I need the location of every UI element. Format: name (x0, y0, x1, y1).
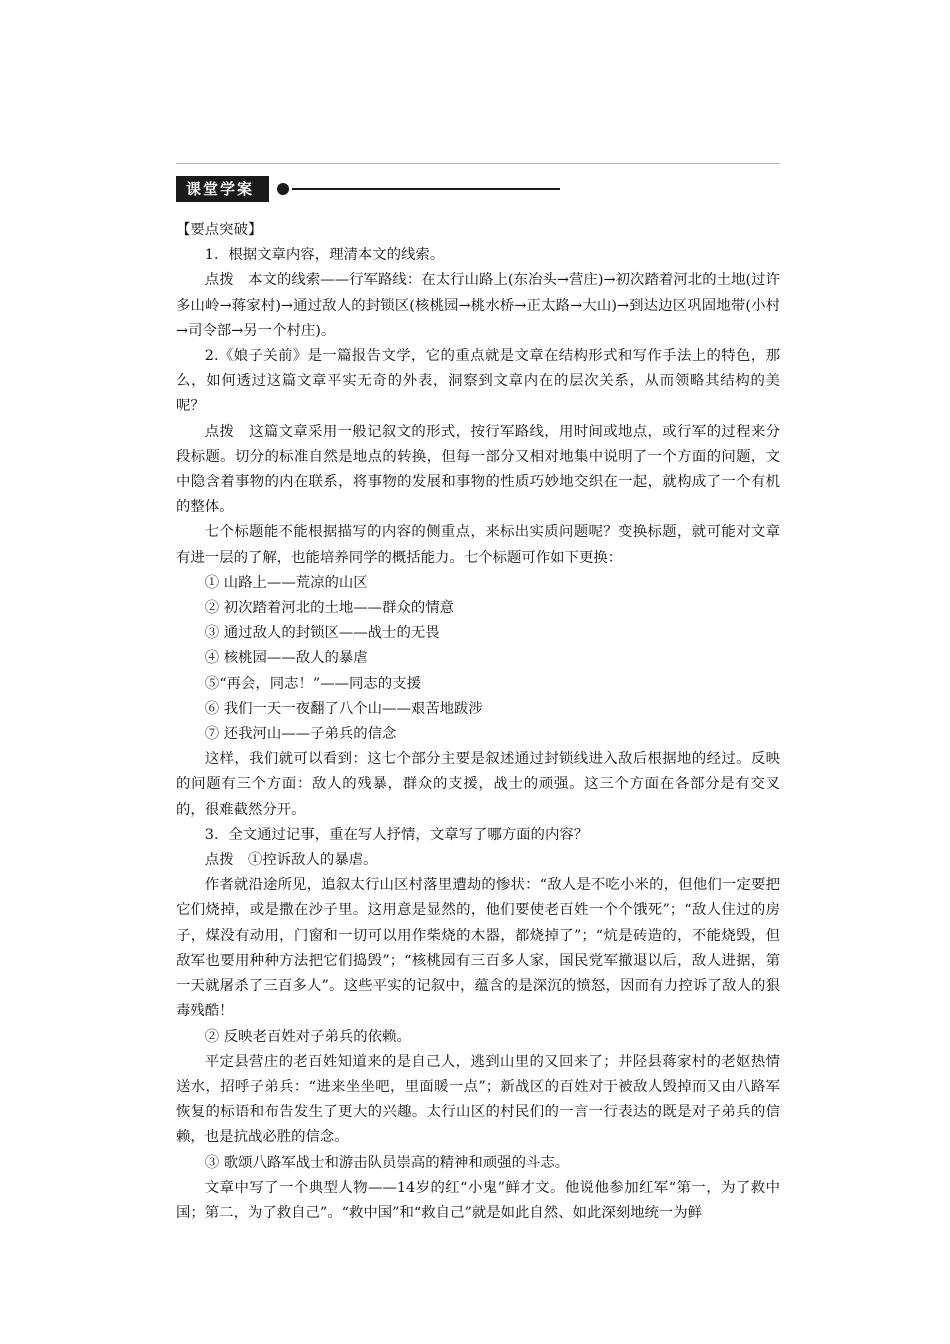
paragraph: 作者就沿途所见，追叙太行山区村落里遭劫的惨状：“敌人是不吃小米的，但他们一定要把它们烧掉，或是撒在沙子里。这用意是显然的，他们要使老百姓一个个饿死”；“敌人住过的房子，煤没有动用，门窗和一切可以用作柴烧的木器，都烧掉了”；“炕是砖造的，不能烧毁，但敌军也要用种种方法把它们捣毁”；“核桃园有三百多人家，国民党军撤退以后，敌人进据，第一天就屠杀了三百多人”。这些平实的记叙中，蕴含的是深沉的愤怒，因而有力控诉了敌人的狠毒残酷！ (176, 877, 780, 1020)
paragraph: 这样，我们就可以看到：这七个部分主要是叙述通过封锁线进入敌后根据地的经过。反映的问题有三个方面：敌人的残暴，群众的支援，战士的顽强。这三个方面在各部分是有交叉的，很难截然分开。 (176, 751, 780, 818)
document-body (176, 218, 780, 1226)
answer-3: 点拨 ①控诉敌人的暴虐。 (204, 852, 378, 869)
list-item: ⑦ 还我河山——子弟兵的信念 (204, 726, 397, 743)
list-item: ⑥ 我们一天一夜翻了八个山——艰苦地跋涉 (204, 700, 483, 717)
paragraph: 平定县营庄的老百姓知道来的是自己人，逃到山里的又回来了；井陉县蒋家村的老妪热情送水，招呼子弟兵：“进来坐坐吧，里面暖一点”；新战区的百姓对于被敌人毁掉而又由八路军恢复的标语和布告发生了更大的兴趣。太行山区的村民们的一言一行表达的既是对子弟兵的信赖，也是抗战必胜的信念。 (176, 1053, 780, 1146)
section-title: 【要点突破】 (176, 222, 263, 238)
paragraph: 文章中写了一个典型人物——14岁的红“小鬼”鲜才文。他说他参加红军“第一，为了救中国；第二，为了救自己”。“救中国”和“救自己”就是如此自然、如此深刻地统一为鲜 (176, 1179, 780, 1221)
top-rule (176, 163, 780, 164)
bullet-dot-icon (277, 183, 289, 195)
answer-2: 点拨 这篇文章采用一般记叙文的形式，按行军路线，用时间或地点，或行军的过程来分段标题。切分的标准自然是地点的转换，但每一部分又相对地集中说明了一个方面的问题，文中隐含着事物的内在联系，将事物的发展和事物的性质巧妙地交织在一起，就构成了一个有机的整体。 (176, 423, 780, 516)
subpoint: ② 反映老百姓对子弟兵的依赖。 (204, 1028, 411, 1045)
section-header (176, 176, 560, 202)
list-item: ④ 核桃园——敌人的暴虐 (204, 650, 368, 667)
question-2: 2.《娘子关前》是一篇报告文学，它的重点就是文章在结构形式和写作手法上的特色，那么，如何透过这篇文章平实无奇的外表，洞察到文章内在的层次关系，从而领略其结构的美呢？ (176, 348, 780, 415)
question-3: 3．全文通过记事，重在写人抒情，文章写了哪方面的内容？ (204, 826, 589, 843)
list-item: ② 初次踏着河北的土地——群众的情意 (204, 600, 455, 617)
answer-1: 点拨 本文的线索——行军路线：在太行山路上(东冶头→营庄)→初次踏着河北的土地(过许多山岭→蒋家村)→通过敌人的封锁区(核桃园→桃水桥→正太路→大山)→到达边区巩固地带(小村→司令部→另一个村庄)。 (176, 272, 780, 339)
section-badge: 课堂学案 (176, 176, 269, 202)
list-item: ⑤“再会，同志！”——同志的支援 (204, 675, 421, 692)
question-1: 1．根据文章内容，理清本文的线索。 (204, 247, 445, 264)
header-rule (292, 188, 560, 190)
list-item: ① 山路上——荒凉的山区 (204, 574, 368, 591)
paragraph: 七个标题能不能根据描写的内容的侧重点，来标出实质问题呢？变换标题，就可能对文章有进一层的了解，也能培养同学的概括能力。七个标题可作如下更换： (176, 524, 780, 566)
subpoint: ③ 歌颂八路军战士和游击队员崇高的精神和顽强的斗志。 (204, 1154, 570, 1171)
list-item: ③ 通过敌人的封锁区——战士的无畏 (204, 625, 440, 642)
